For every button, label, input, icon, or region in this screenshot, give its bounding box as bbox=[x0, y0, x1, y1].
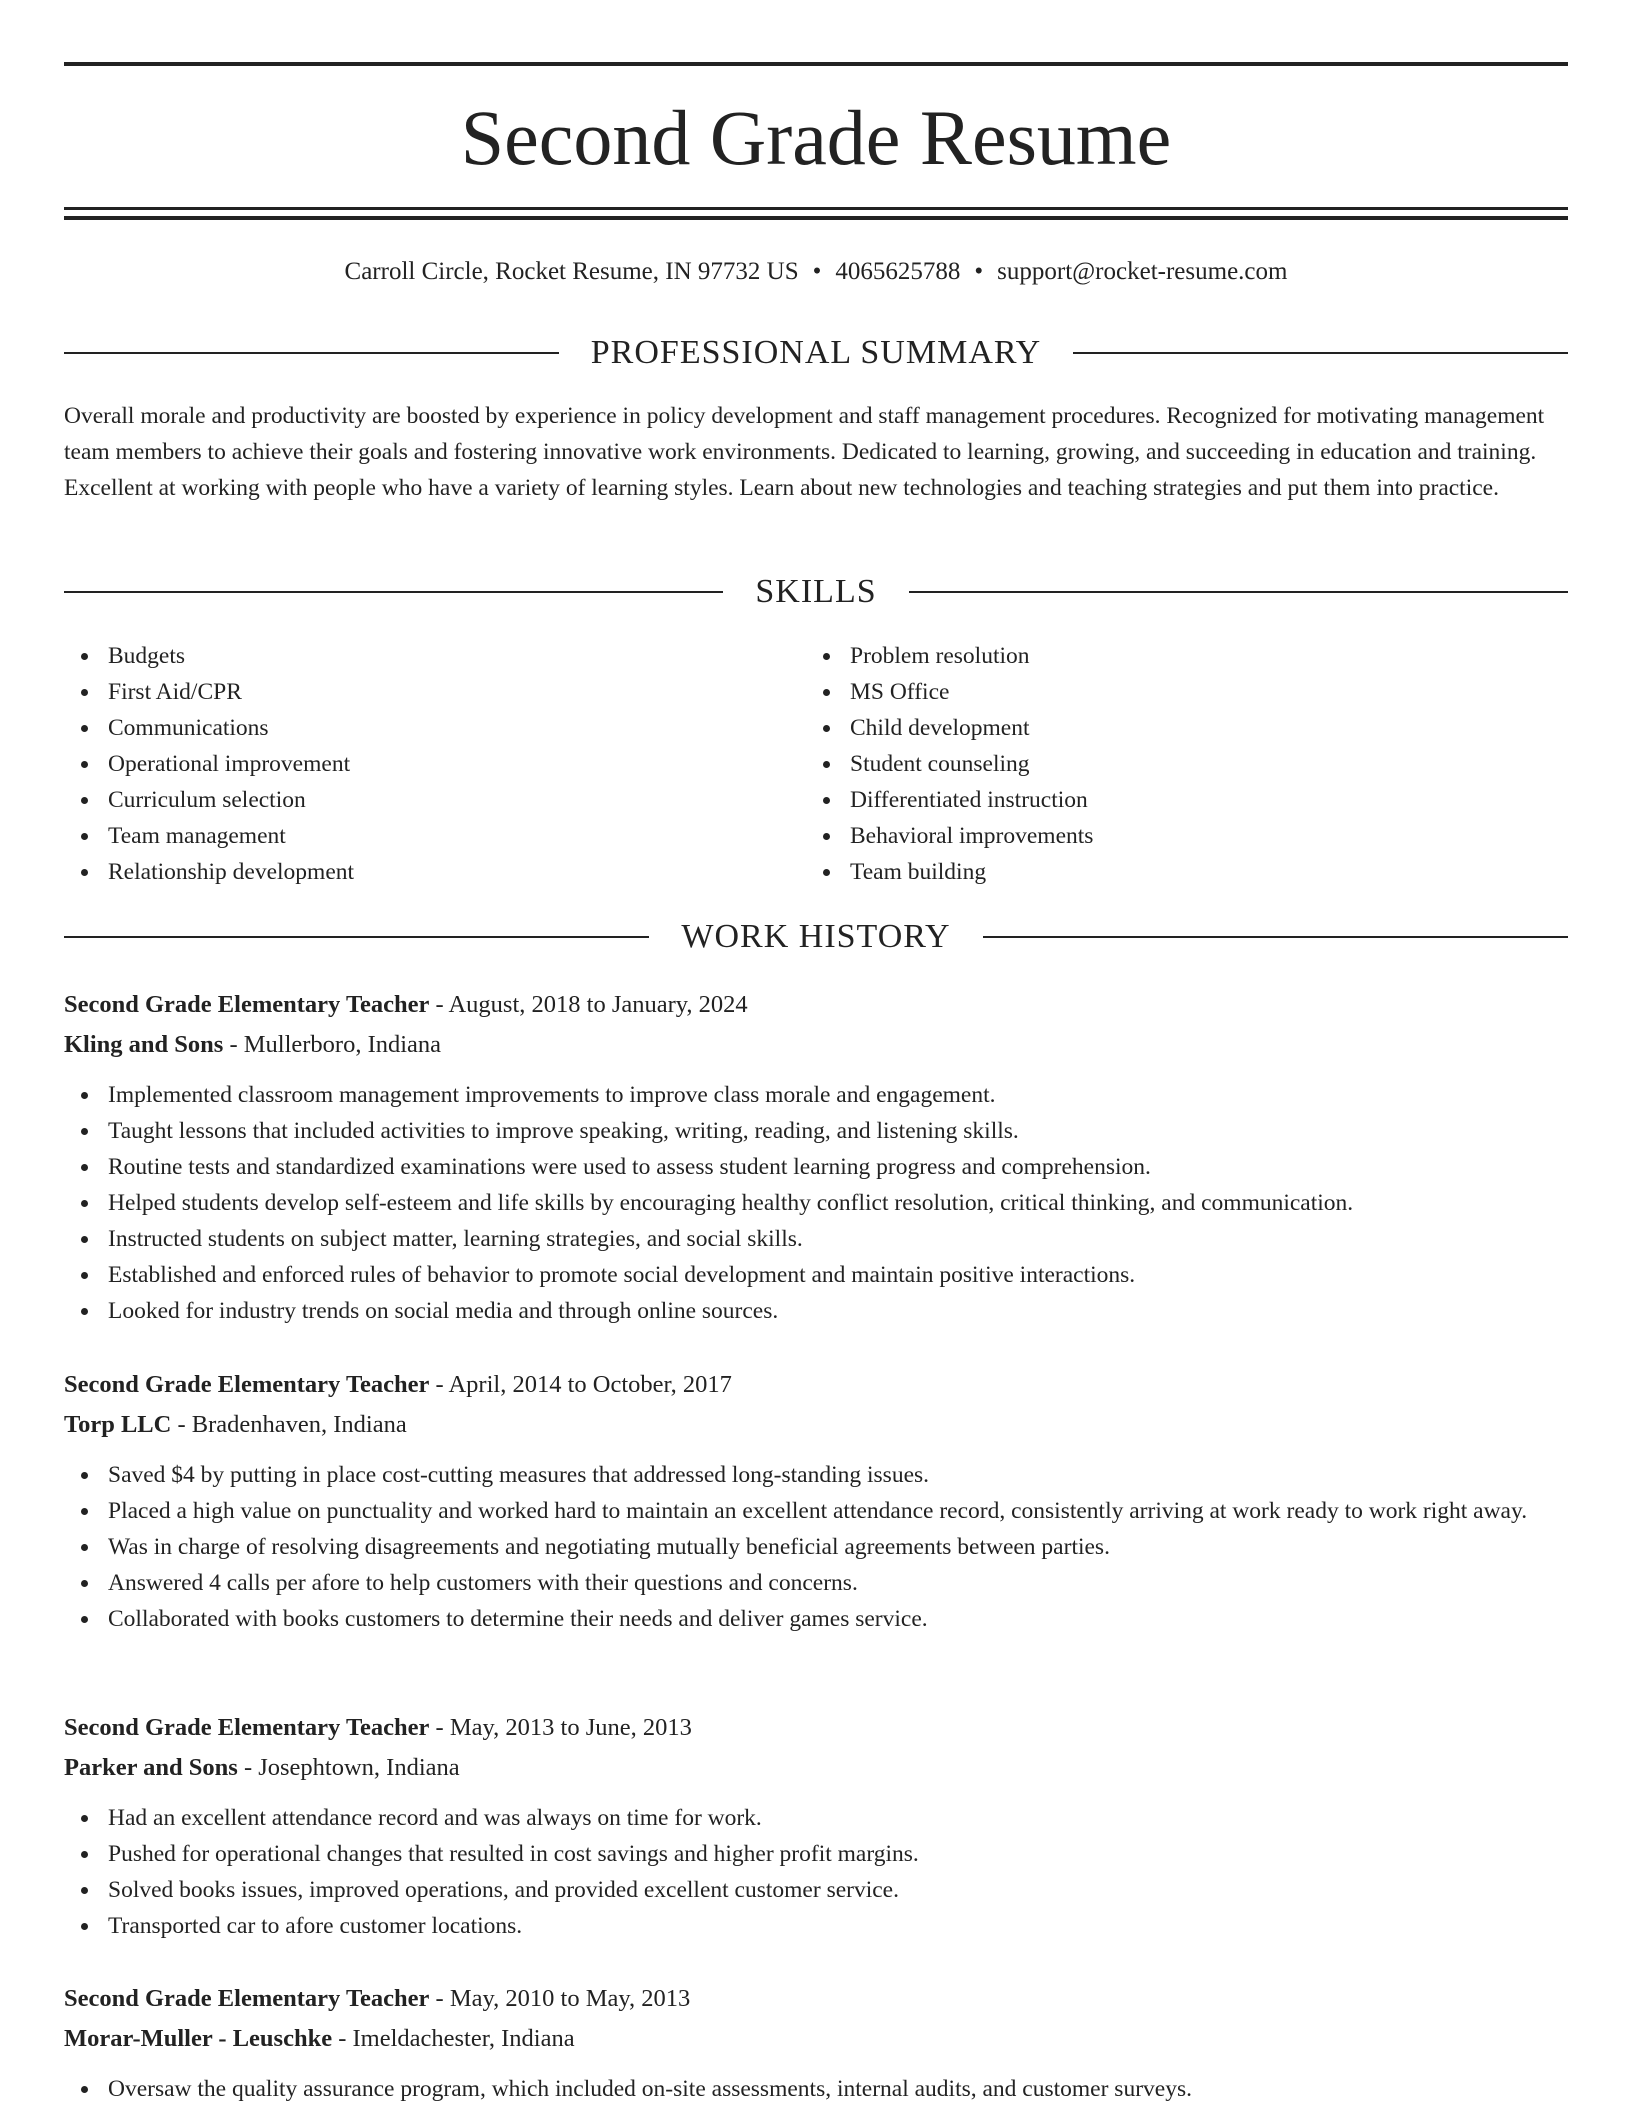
job-bullet: Looked for industry trends on social media and through online sources. bbox=[108, 1293, 1568, 1329]
skills-list bbox=[64, 638, 1568, 890]
job-bullets bbox=[64, 1800, 1568, 1944]
skill-item: Differentiated instruction bbox=[850, 782, 1548, 818]
contact-separator: • bbox=[974, 258, 984, 285]
job-company-line bbox=[64, 1405, 1568, 1445]
heading-rule bbox=[64, 591, 723, 593]
job-bullet: Answered 4 calls per afore to help customers with their questions and concerns. bbox=[108, 1565, 1568, 1601]
skill-item: First Aid/CPR bbox=[108, 674, 806, 710]
job-bullet: Established and enforced rules of behavior to promote social development and maintain positive interactions. bbox=[108, 1257, 1568, 1293]
job-company-line bbox=[64, 1025, 1568, 1065]
contact-phone: 4065625788 bbox=[835, 258, 961, 285]
job-bullet: Routine tests and standardized examinations were used to assess student learning progress and comprehension. bbox=[108, 1149, 1568, 1185]
contact-address: Carroll Circle, Rocket Resume, IN 97732 US bbox=[344, 258, 799, 285]
job-company-line bbox=[64, 1748, 1568, 1788]
job-bullets bbox=[64, 1077, 1568, 1329]
resume-title: Second Grade Resume bbox=[460, 94, 1172, 181]
job-title: Second Grade Elementary Teacher bbox=[64, 1985, 430, 2012]
job-bullet: Instructed students on subject matter, learning strategies, and social skills. bbox=[108, 1221, 1568, 1257]
job-title: Second Grade Elementary Teacher bbox=[64, 1371, 430, 1398]
skill-item: MS Office bbox=[850, 674, 1548, 710]
section-title: WORK HISTORY bbox=[681, 918, 951, 955]
job-entry bbox=[64, 1365, 1568, 1637]
skill-item: Student counseling bbox=[850, 746, 1548, 782]
skill-item: Operational improvement bbox=[108, 746, 806, 782]
job-dates: - May, 2010 to May, 2013 bbox=[429, 1985, 691, 2012]
job-bullet: Solved books issues, improved operations, and provided excellent customer service. bbox=[108, 1872, 1568, 1908]
job-location: - Imeldachester, Indiana bbox=[332, 2025, 575, 2052]
job-title-line bbox=[64, 1365, 1568, 1405]
summary-text: Overall morale and productivity are boosted by experience in policy development and staff management procedures. Recognized for motivating management team members to achieve their goals and fostering innovative work environments. Dedicated to learning, growing, and succeeding in education and training. Excellent at working with people who have a variety of learning styles. Learn about new technologies and teaching strategies and put them into practice. bbox=[64, 403, 1545, 501]
heading-rule bbox=[1073, 352, 1568, 354]
job-company: Torp LLC bbox=[64, 1411, 172, 1438]
skill-item: Relationship development bbox=[108, 854, 806, 890]
skill-item: Team management bbox=[108, 818, 806, 854]
section-title: SKILLS bbox=[755, 573, 877, 610]
job-bullets bbox=[64, 2071, 1568, 2107]
skills-column-left bbox=[64, 638, 806, 890]
job-bullet: Placed a high value on punctuality and worked hard to maintain an excellent attendance record, consistently arriving at work ready to work right away. bbox=[108, 1493, 1568, 1529]
job-title-line bbox=[64, 1708, 1568, 1748]
job-bullet: Was in charge of resolving disagreements and negotiating mutually beneficial agreements between parties. bbox=[108, 1529, 1568, 1565]
job-entry bbox=[64, 1979, 1568, 2107]
job-title: Second Grade Elementary Teacher bbox=[64, 1714, 430, 1741]
skill-item: Behavioral improvements bbox=[850, 818, 1548, 854]
job-bullet: Pushed for operational changes that resulted in cost savings and higher profit margins. bbox=[108, 1836, 1568, 1872]
job-dates: - May, 2013 to June, 2013 bbox=[429, 1714, 692, 1741]
job-location: - Bradenhaven, Indiana bbox=[171, 1411, 407, 1438]
section-heading-skills bbox=[64, 567, 1568, 617]
skills-column-right bbox=[806, 638, 1548, 890]
job-location: - Mullerboro, Indiana bbox=[223, 1031, 442, 1058]
heading-rule bbox=[64, 936, 649, 938]
job-company: Morar-Muller - Leuschke bbox=[64, 2025, 333, 2052]
section-title: PROFESSIONAL SUMMARY bbox=[590, 334, 1042, 371]
job-bullet: Oversaw the quality assurance program, which included on-site assessments, internal audits, and customer surveys. bbox=[108, 2071, 1568, 2107]
job-bullet: Implemented classroom management improvements to improve class morale and engagement. bbox=[108, 1077, 1568, 1113]
heading-rule bbox=[64, 352, 559, 354]
job-company: Kling and Sons bbox=[64, 1031, 224, 1058]
job-bullet: Collaborated with books customers to determine their needs and deliver games service. bbox=[108, 1601, 1568, 1637]
contact-email: support@rocket-resume.com bbox=[997, 258, 1288, 285]
job-entry bbox=[64, 985, 1568, 1329]
skill-item: Curriculum selection bbox=[108, 782, 806, 818]
skill-item: Budgets bbox=[108, 638, 806, 674]
job-bullet: Saved $4 by putting in place cost-cutting measures that addressed long-standing issues. bbox=[108, 1457, 1568, 1493]
job-company: Parker and Sons bbox=[64, 1754, 238, 1781]
job-company-line bbox=[64, 2019, 1568, 2059]
job-bullet: Had an excellent attendance record and was always on time for work. bbox=[108, 1800, 1568, 1836]
skill-item: Team building bbox=[850, 854, 1548, 890]
skill-item: Communications bbox=[108, 710, 806, 746]
job-location: - Josephtown, Indiana bbox=[237, 1754, 460, 1781]
skill-item: Child development bbox=[850, 710, 1548, 746]
job-bullet: Helped students develop self-esteem and life skills by encouraging healthy conflict resolution, critical thinking, and communication. bbox=[108, 1185, 1568, 1221]
section-heading-work-history bbox=[64, 912, 1568, 962]
job-dates: - April, 2014 to October, 2017 bbox=[429, 1371, 732, 1398]
section-heading-summary bbox=[64, 328, 1568, 378]
job-title-line bbox=[64, 985, 1568, 1025]
job-dates: - August, 2018 to January, 2024 bbox=[429, 991, 748, 1018]
contact-line bbox=[64, 252, 1568, 292]
heading-rule bbox=[983, 936, 1568, 938]
job-bullets bbox=[64, 1457, 1568, 1637]
job-bullet: Transported car to afore customer locations. bbox=[108, 1908, 1568, 1944]
title-double-rule bbox=[64, 207, 1568, 219]
skill-item: Problem resolution bbox=[850, 638, 1548, 674]
job-title: Second Grade Elementary Teacher bbox=[64, 991, 430, 1018]
job-title-line bbox=[64, 1979, 1568, 2019]
job-bullet: Taught lessons that included activities to improve speaking, writing, reading, and listening skills. bbox=[108, 1113, 1568, 1149]
contact-separator: • bbox=[812, 258, 822, 285]
job-entry bbox=[64, 1708, 1568, 1944]
top-rule bbox=[64, 62, 1568, 66]
heading-rule bbox=[909, 591, 1568, 593]
